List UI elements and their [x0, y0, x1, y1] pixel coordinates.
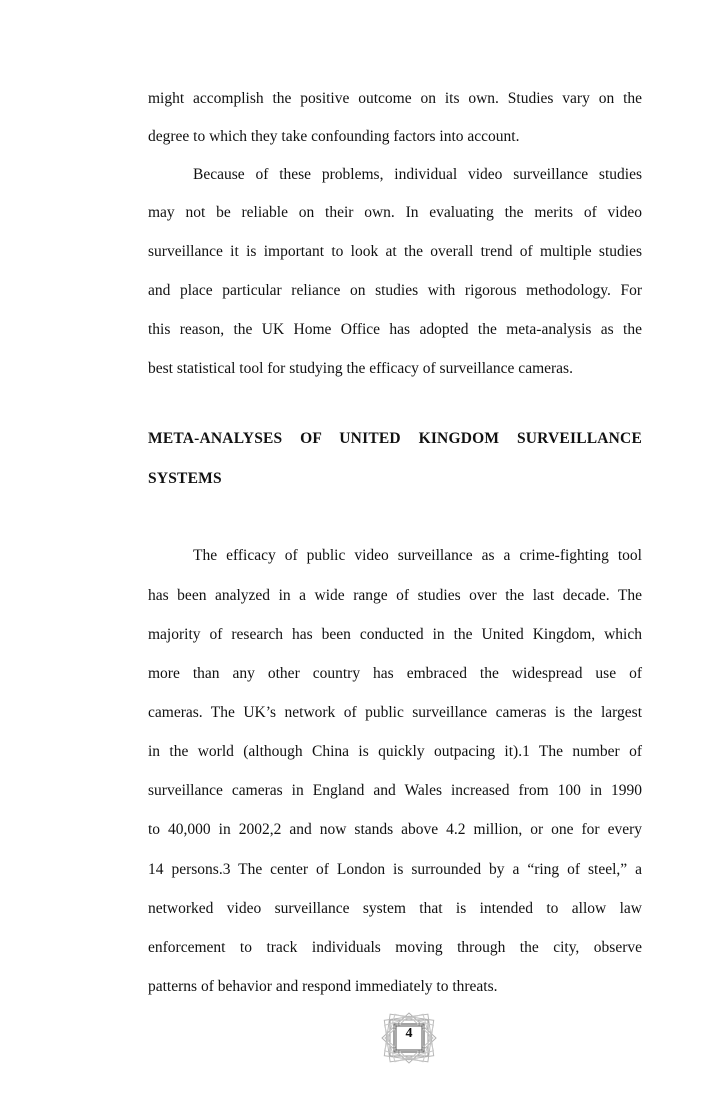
- text-line: 14 persons.3 The center of London is surrounded by a “ring of steel,” a: [148, 861, 642, 878]
- text-line: and place particular reliance on studies with rigorous methodology. For: [148, 282, 642, 299]
- heading-line: META-ANALYSES OF UNITED KINGDOM SURVEILLANCE: [148, 430, 642, 447]
- heading-line: SYSTEMS: [148, 470, 222, 487]
- text-line: has been analyzed in a wide range of studies over the last decade. The: [148, 587, 642, 604]
- text-line: The efficacy of public video surveillance as a crime-fighting tool: [193, 547, 642, 564]
- text-line: networked video surveillance system that is intended to allow law: [148, 900, 642, 917]
- text-line: this reason, the UK Home Office has adopted the meta-analysis as the: [148, 321, 642, 338]
- text-line: to 40,000 in 2002,2 and now stands above 4.2 million, or one for every: [148, 821, 642, 838]
- text-line: cameras. The UK’s network of public surveillance cameras is the largest: [148, 704, 642, 721]
- text-line: more than any other country has embraced the widespread use of: [148, 665, 642, 682]
- text-line: enforcement to track individuals moving through the city, observe: [148, 939, 642, 956]
- text-line: best statistical tool for studying the efficacy of surveillance cameras.: [148, 360, 573, 377]
- page-number: 4: [405, 1026, 413, 1041]
- text-line: may not be reliable on their own. In evaluating the merits of video: [148, 204, 642, 221]
- text-line: might accomplish the positive outcome on its own. Studies vary on the: [148, 90, 642, 107]
- text-line: Because of these problems, individual video surveillance studies: [193, 166, 642, 183]
- text-line: in the world (although China is quickly outpacing it).1 The number of: [148, 743, 642, 760]
- text-line: surveillance cameras in England and Wales increased from 100 in 1990: [148, 782, 642, 799]
- text-line: patterns of behavior and respond immediately to threats.: [148, 978, 498, 995]
- text-line: surveillance it is important to look at the overall trend of multiple studies: [148, 243, 642, 260]
- text-line: majority of research has been conducted in the United Kingdom, which: [148, 626, 642, 643]
- text-line: degree to which they take confounding factors into account.: [148, 128, 520, 145]
- page-number-frame: [378, 1012, 440, 1064]
